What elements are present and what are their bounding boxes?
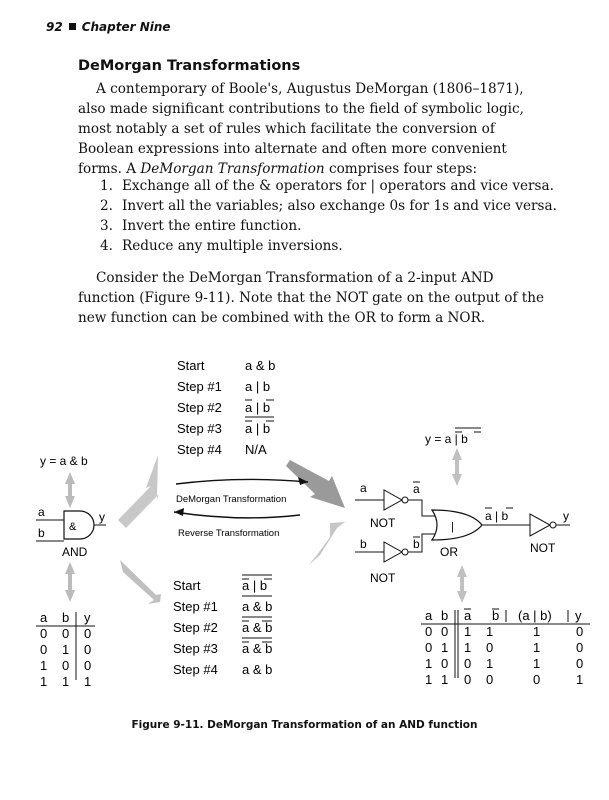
not-gate-icon	[530, 514, 550, 536]
truth-cell: 0	[62, 626, 70, 641]
truth-cell: 0	[464, 672, 472, 687]
truth-cell: 1	[62, 674, 70, 689]
or-input-a: a	[360, 481, 367, 495]
and-input-a: a	[38, 505, 45, 519]
double-arrow-icon	[65, 472, 75, 508]
or-input-b: b	[360, 537, 367, 551]
reverse-label: Step #3	[173, 641, 218, 656]
arrow-left-icon	[174, 508, 184, 516]
reverse-table	[173, 575, 272, 677]
page-number: 92	[46, 20, 63, 34]
forward-label: Start	[177, 358, 205, 373]
chapter-name: Chapter Nine	[81, 20, 171, 34]
not-a-output: a	[413, 482, 420, 496]
final-not-label: NOT	[530, 541, 556, 555]
truth-cell: 1	[441, 672, 449, 687]
and-truth-table	[36, 610, 95, 689]
page-header	[46, 20, 171, 34]
double-arrow-icon	[65, 562, 75, 602]
forward-label: Step #2	[177, 400, 222, 415]
step-text: Invert the entire function.	[122, 218, 302, 234]
fade-arrow-icon	[309, 522, 345, 565]
reverse-expr: a | b	[242, 578, 268, 593]
step-text: Exchange all of the & operators for | operators and vice versa.	[122, 178, 554, 194]
and-gate-label: AND	[62, 545, 88, 559]
demorgan-figure	[0, 345, 609, 715]
reverse-label: Start	[173, 578, 201, 593]
truth-cell: 1	[533, 640, 541, 655]
truth-cell: 0	[84, 642, 92, 657]
fade-arrow-icon	[286, 460, 345, 508]
truth-cell: 0	[441, 656, 449, 671]
truth-cell: 0	[425, 624, 433, 639]
truth-cell: 1	[533, 624, 541, 639]
and-side	[36, 454, 106, 689]
or-gate-label: OR	[440, 545, 458, 559]
not-label-top: NOT	[370, 516, 396, 530]
reverse-label: Step #1	[173, 599, 218, 614]
forward-label: Step #4	[177, 442, 222, 457]
or-final-output: y	[563, 509, 569, 523]
or-truth-table	[421, 608, 590, 687]
truth-cell: 0	[464, 656, 472, 671]
step-item	[100, 176, 557, 196]
or-output: a | b	[485, 509, 509, 523]
truth-cell: 0	[441, 624, 449, 639]
intro-paragraph	[78, 79, 553, 179]
truth-cell: 0	[40, 626, 48, 641]
truth-header: a	[40, 610, 48, 625]
or-equation: y = a | b	[425, 432, 468, 446]
consider-paragraph: Consider the DeMorgan Transformation of a 2-input AND function (Figure 9-11). Note that the NOT gate on the output of the new function can be combined with the OR to form a NOR.	[78, 270, 545, 326]
intro-text: A contemporary of Boole's, Augustus DeMorgan (1806–1871), also made significant contributions to the field of symbolic logic, most notably a set of rules which facilitate the conversion of Boolean expressions into alternate and often more convenient forms. A	[78, 81, 524, 177]
truth-cell: 1	[40, 658, 48, 673]
truth-cell: 1	[84, 674, 92, 689]
and-input-b: b	[38, 526, 45, 540]
intro-emphasis: DeMorgan Transformation	[140, 161, 325, 177]
truth-cell: 1	[425, 656, 433, 671]
truth-cell: 0	[576, 656, 584, 671]
not-gate-icon	[384, 542, 402, 562]
steps-list	[100, 176, 557, 256]
step-item	[100, 196, 557, 216]
truth-cell: 0	[486, 672, 494, 687]
truth-header: (a | b)	[518, 608, 552, 623]
fade-arrow-icon	[118, 455, 159, 528]
truth-cell: 1	[441, 640, 449, 655]
forward-label: Step #1	[177, 379, 222, 394]
reverse-expr: a & b	[242, 620, 273, 635]
double-arrow-icon	[452, 448, 462, 486]
truth-cell: 0	[62, 658, 70, 673]
truth-header: y	[575, 608, 582, 623]
square-bullet-icon	[69, 23, 76, 30]
truth-cell: 1	[533, 656, 541, 671]
intro-tail: comprises four steps:	[324, 161, 478, 177]
truth-cell: 1	[425, 672, 433, 687]
truth-cell: 1	[576, 672, 584, 687]
reverse-label: Step #2	[173, 620, 218, 635]
truth-cell: 0	[425, 640, 433, 655]
reverse-expr: a & b	[242, 599, 273, 614]
truth-cell: 1	[62, 642, 70, 657]
reverse-arrow-label: Reverse Transformation	[178, 528, 280, 539]
forward-expr: a | b	[245, 400, 271, 415]
truth-cell: 0	[486, 640, 494, 655]
truth-header: b	[441, 608, 449, 623]
fade-arrow-icon	[120, 560, 161, 604]
or-side	[355, 428, 590, 687]
truth-cell: 1	[464, 640, 472, 655]
step-number: 2.	[100, 198, 113, 214]
truth-cell: 0	[576, 640, 584, 655]
truth-cell: 0	[84, 626, 92, 641]
double-arrow-icon	[457, 565, 467, 603]
step-item	[100, 236, 557, 256]
not-gate-icon	[384, 490, 402, 510]
truth-cell: 0	[84, 658, 92, 673]
truth-cell: 0	[533, 672, 541, 687]
forward-expr: a | b	[245, 421, 271, 436]
truth-header: b	[62, 610, 70, 625]
truth-cell: 1	[486, 656, 494, 671]
or-gate-symbol: |	[451, 521, 454, 533]
reverse-expr: a & b	[242, 662, 273, 677]
forward-label: Step #3	[177, 421, 222, 436]
figure-caption: Figure 9-11. DeMorgan Transformation of an AND function	[131, 719, 478, 731]
and-output: y	[99, 510, 105, 524]
truth-header: a	[464, 608, 472, 623]
forward-expr: a & b	[245, 358, 276, 373]
truth-cell: 1	[486, 624, 494, 639]
transformation-arrows	[174, 477, 308, 539]
forward-arrow-label: DeMorgan Transformation	[176, 494, 287, 505]
forward-expr: N/A	[245, 442, 267, 457]
not-label-bottom: NOT	[370, 571, 396, 585]
truth-cell: 1	[464, 624, 472, 639]
not-b-output: b	[413, 537, 420, 551]
step-item	[100, 216, 557, 236]
truth-cell: 0	[576, 624, 584, 639]
step-text: Reduce any multiple inversions.	[122, 238, 343, 254]
truth-cell: 0	[40, 642, 48, 657]
truth-header: y	[84, 610, 91, 625]
forward-table	[177, 358, 275, 457]
section-title: DeMorgan Transformations	[78, 58, 301, 74]
or-gate-icon	[432, 510, 482, 540]
step-number: 1.	[100, 178, 113, 194]
and-equation: y = a & b	[40, 454, 88, 468]
step-number: 4.	[100, 238, 113, 254]
step-text: Invert all the variables; also exchange 0s for 1s and vice versa.	[122, 198, 557, 214]
reverse-label: Step #4	[173, 662, 218, 677]
forward-expr: a | b	[245, 379, 271, 394]
step-number: 3.	[100, 218, 113, 234]
and-gate-symbol: &	[69, 521, 77, 533]
truth-header: b	[492, 608, 500, 623]
truth-cell: 1	[40, 674, 48, 689]
reverse-expr: a & b	[242, 641, 273, 656]
truth-header: a	[425, 608, 433, 623]
